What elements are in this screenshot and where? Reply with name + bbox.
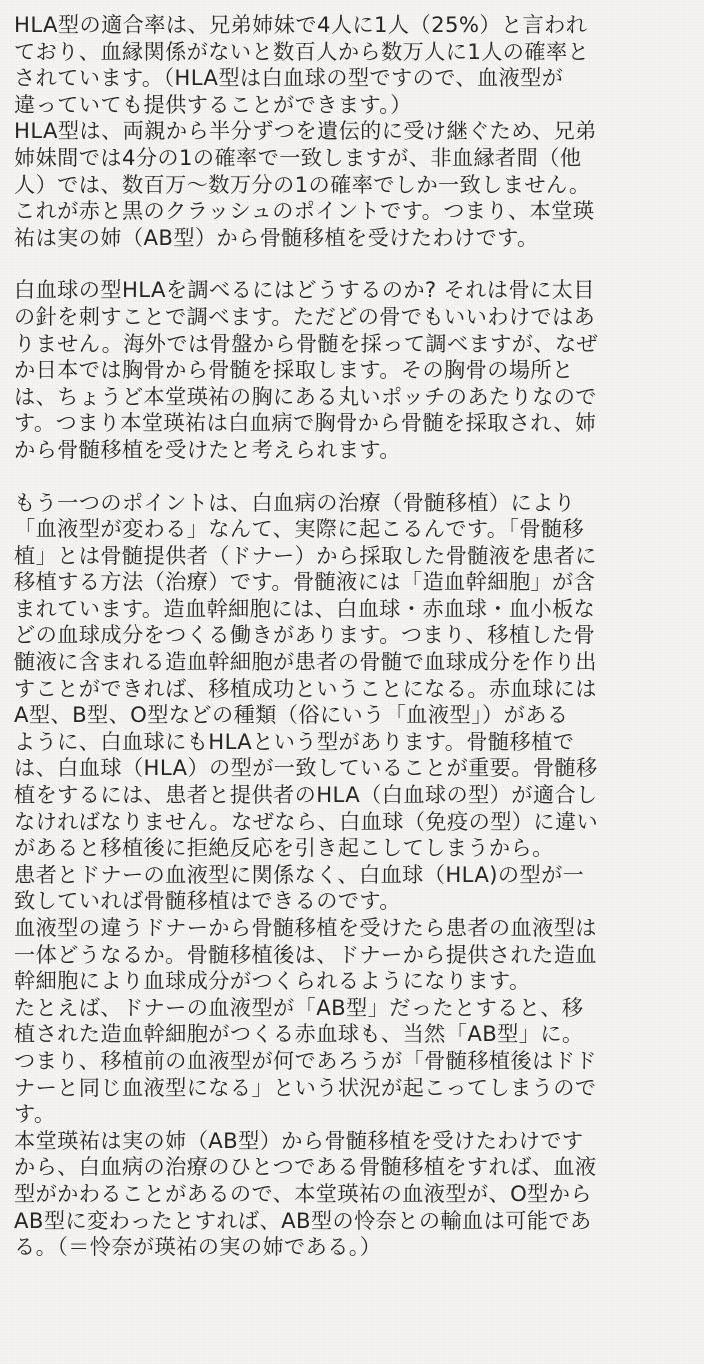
text-line: どの血球成分をつくる働きがあります。つまり、移植した骨 <box>14 622 596 648</box>
document-body <box>14 12 694 1261</box>
text-line: ように、白血球にもHLAという型があります。骨髄移植で <box>14 728 575 754</box>
text-line: す。 <box>14 1101 56 1127</box>
text-line: たとえば、ドナーの血液型が「AB型」だったとすると、移 <box>14 994 584 1020</box>
text-line: 型がかわることがあるので、本堂瑛祐の血液型が、O型から <box>14 1180 592 1206</box>
text-line: 植」とは骨髄提供者（ドナー）から採取した骨髄液を患者に <box>14 542 597 568</box>
text-line: まれています。造血幹細胞には、白血球・赤血球・血小板な <box>14 595 596 621</box>
text-line: 本堂瑛祐は実の姉（AB型）から骨髄移植を受けたわけです <box>14 1127 584 1153</box>
text-line: つまり、移植前の血液型が何であろうが「骨髄移植後はドド <box>14 1047 597 1073</box>
text-line: 致していれば骨髄移植はできるのです。 <box>14 888 401 914</box>
paragraph-3 <box>14 490 694 1261</box>
paragraph-1 <box>14 12 694 251</box>
text-line: ており、血縁関係がないと数百人から数万人に1人の確率と <box>14 38 590 64</box>
text-line: 白血球の型HLAを調べるにはどうするのか? それは骨に太目 <box>14 277 595 303</box>
text-line: 姉妹間では4分の1の確率で一致しますが、非血縁者間（他 <box>14 144 582 170</box>
text-line: されています。（HLA型は白血球の型ですので、血液型が <box>14 65 564 91</box>
text-line: 違っていても提供することができます。） <box>14 91 412 117</box>
paragraph-gap <box>14 464 694 490</box>
paragraph-2 <box>14 277 694 463</box>
text-line: 人）では、数百万～数万分の1の確率でしか一致しません。 <box>14 171 591 197</box>
text-line: AB型に変わったとすれば、AB型の怜奈との輸血は可能であ <box>14 1207 592 1233</box>
text-line: る。（＝怜奈が瑛祐の実の姉である。） <box>14 1234 382 1260</box>
text-line: す。つまり本堂瑛祐は白血病で胸骨から骨髄を採取され、姉 <box>14 410 597 436</box>
text-line: 植をするには、患者と提供者のHLA（白血球の型）が適合し <box>14 782 598 808</box>
text-line: なければなりません。なぜなら、白血球（免疫の型）に違い <box>14 808 599 834</box>
text-line: の針を刺すことで調べます。ただどの骨でもいいわけではあ <box>14 303 596 329</box>
text-line: から骨髄移植を受けたと考えられます。 <box>14 436 401 462</box>
text-line: 患者とドナーの血液型に関係なく、白血球（HLA)の型が一 <box>14 861 585 887</box>
text-line: 移植する方法（治療）です。骨髄液には「造血幹細胞」が含 <box>14 569 596 595</box>
text-line: 幹細胞により血球成分がつくられるようになります。 <box>14 968 531 994</box>
text-line: A型、B型、O型などの種類（俗にいう「血液型」）がある <box>14 702 569 728</box>
text-line: ナーと同じ血液型になる」という状況が起こってしまうので <box>14 1074 597 1100</box>
text-line: 血液型の違うドナーから骨髄移植を受けたら患者の血液型は <box>14 915 597 940</box>
text-line: すことができれば、移植成功ということになる。赤血球には <box>14 675 597 701</box>
text-line: もう一つのポイントは、白血病の治療（骨髄移植）により <box>14 489 576 515</box>
text-line: があると移植後に拒絶反応を引き起こしてしまうから。 <box>14 835 554 861</box>
text-line: から、白血病の治療のひとつである骨髄移植をすれば、血液 <box>14 1154 597 1180</box>
text-line: は、白血球（HLA）の型が一致していることが重要。骨髄移 <box>14 755 598 781</box>
text-line: りません。海外では骨盤から骨髄を採って調べますが、なぜ <box>14 330 599 356</box>
text-line: 「血液型が変わる」なんて、実際に起こるんです。「骨髄移 <box>14 516 585 542</box>
text-line: 一体どうなるか。骨髄移植後は、ドナーから提供された造血 <box>14 941 597 967</box>
text-line: 植された造血幹細胞がつくる赤血球も、当然「AB型」に。 <box>14 1021 584 1047</box>
text-line: HLA型は、両親から半分ずつを遺伝的に受け継ぐため、兄弟 <box>14 118 597 144</box>
paragraph-gap <box>14 251 694 277</box>
text-line: 髄液に含まれる造血幹細胞が患者の骨髄で血球成分を作り出 <box>14 649 597 675</box>
text-line: は、ちょうど本堂瑛祐の胸にある丸いポッチのあたりなので <box>14 383 597 409</box>
text-line: 祐は実の姉（AB型）から骨髄移植を受けたわけです。 <box>14 224 539 250</box>
text-line: か日本では胸骨から骨髄を採取します。その胸骨の場所と <box>14 357 574 383</box>
text-line: これが赤と黒のクラッシュのポイントです。つまり、本堂瑛 <box>14 198 595 224</box>
text-line: HLA型の適合率は、兄弟姉妹で4人に1人（25%）と言われ <box>14 12 588 37</box>
